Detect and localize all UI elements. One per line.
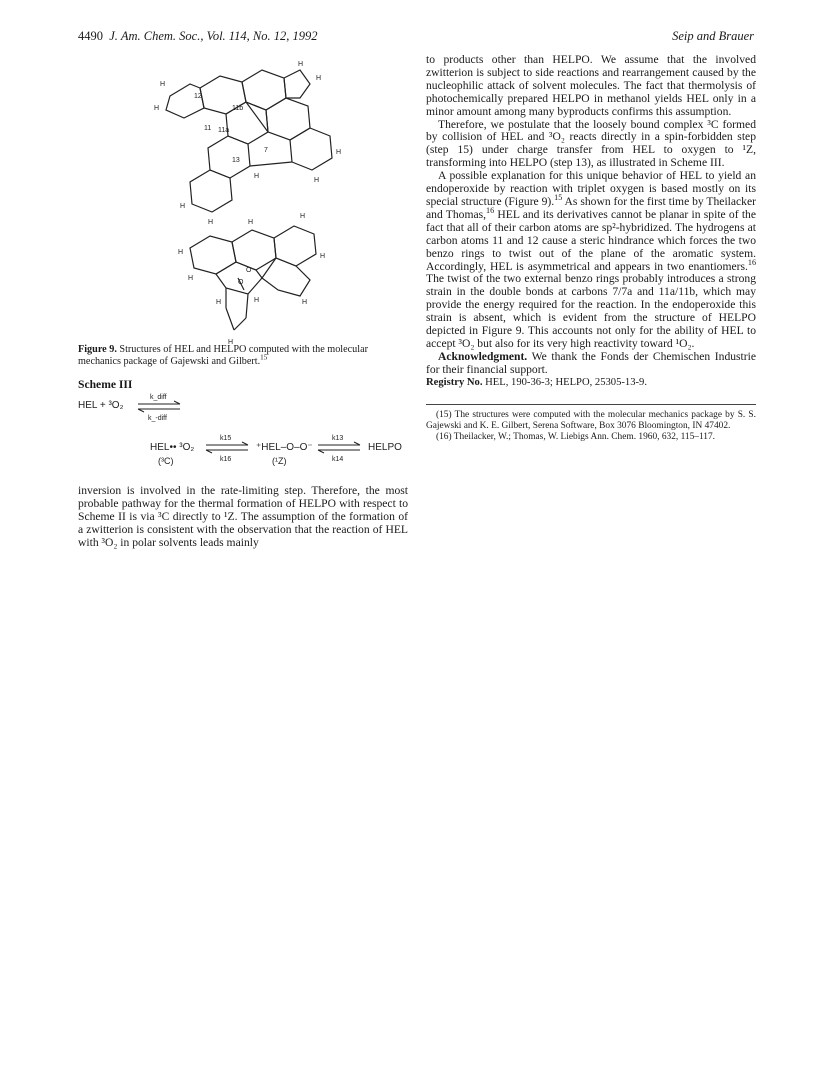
h-label: H: [188, 275, 194, 282]
h-label: H: [302, 299, 308, 306]
h-label: H: [248, 219, 254, 226]
label-12: 12: [194, 93, 202, 100]
oxygen-label: O: [238, 279, 244, 286]
figure-caption-text: Structures of HEL and HELPO computed with the molecular mechanics package of Gajewski and Gilbert.: [78, 344, 369, 367]
k14-label: k14: [332, 456, 344, 463]
equilibrium-arrow-2: [206, 442, 248, 453]
footnote-rule: [426, 404, 756, 405]
k-diff-label: k_diff: [150, 394, 167, 401]
acknowledgment: [426, 351, 756, 377]
h-label: H: [254, 173, 260, 180]
label-11b: 11b: [232, 105, 244, 112]
footnote-16: (16) Theilacker, W.; Thomas, W. Liebigs Ann. Chem. 1960, 632, 115–117.: [436, 432, 716, 442]
figure-caption: [78, 344, 408, 368]
scheme-title: Scheme III: [78, 378, 133, 391]
h-label: H: [216, 299, 222, 306]
right-paragraph-2: Therefore, we postulate that the loosely bound complex ³C formed by collision of HEL and ³O₂ reacts directly in a spin-forbidden step (step 15) under charge transfer from HEL to oxygen to ¹Z, transforming into HELPO (step 13), as illustrated in Scheme III.: [426, 117, 756, 170]
figure-label: Figure 9.: [78, 344, 117, 355]
scheme-species-3c: HEL•• ³O₂: [150, 442, 195, 453]
h-label: H: [160, 81, 166, 88]
caption-ref: 15: [260, 353, 268, 362]
running-header: [78, 29, 754, 49]
h-label: H: [154, 105, 160, 112]
equilibrium-arrow-1: [138, 401, 180, 412]
h-label: H: [316, 75, 322, 82]
scheme-label-1z: (¹Z): [272, 456, 287, 466]
h-label: H: [180, 203, 186, 210]
k16-label: k16: [220, 456, 232, 463]
h-label: H: [208, 219, 214, 226]
helpo-labels: [178, 213, 325, 346]
h-label: H: [320, 253, 326, 260]
footnote-15: (15) The structures were computed with the molecular mechanics package by S. S. Gajewski and K. E. Gilbert, Serena Software, Box 3076 Bloomington, IN 47402.: [426, 410, 756, 431]
reg-text: HEL, 190-36-3; HELPO, 25305-13-9.: [482, 376, 647, 388]
ref-16b: 16: [747, 257, 756, 267]
footnotes: [426, 410, 756, 443]
ack-text: We thank the Fonds der Chemischen Industrie for their financial support.: [426, 349, 756, 376]
header-authors: Seip and Brauer: [672, 29, 754, 43]
label-13: 13: [232, 157, 240, 164]
ack-label: Acknowledgment.: [438, 349, 528, 363]
left-column: [78, 485, 408, 550]
h-label: H: [178, 249, 184, 256]
journal-citation: J. Am. Chem. Soc., Vol. 114, No. 12, 1992: [109, 29, 318, 43]
k-minus-diff-label: k_-diff: [148, 415, 167, 422]
figure-9-structures: [150, 58, 350, 348]
h-label: H: [336, 149, 342, 156]
page-number: 4490: [78, 29, 103, 43]
label-11: 11: [204, 125, 212, 132]
oxygen-label: O: [246, 267, 252, 274]
h-label: H: [298, 61, 304, 68]
ref-15: 15: [554, 193, 563, 203]
scheme-species-1z: ⁺HEL–O–O⁻: [256, 442, 313, 453]
h-label: H: [228, 339, 234, 346]
left-paragraph: inversion is involved in the rate-limiting step. Therefore, the most probable pathway for the thermal formation of HELPO with respect to Scheme II is via ³C directly to ¹Z. The assumption of the formation of a zwitterion is consistent with the observation that the reaction of HEL with ³O₂ in polar solvents leads mainly: [78, 484, 408, 549]
helpo-structure: [190, 226, 316, 330]
label-11a: 11a: [218, 127, 230, 134]
ref-16: 16: [486, 206, 495, 216]
right-paragraph-1: to products other than HELPO. We assume that the involved zwitterion is subject to side reactions and rearrangement caused by the nucleophilic attack of solvent molecules. The fact that thermolysis of photochemically prepared HELPO in methanol yields HEL only in a minor amount among many byproducts confirms this assumption.: [426, 53, 756, 118]
equilibrium-arrow-3: [318, 442, 360, 453]
h-label: H: [300, 213, 306, 220]
right-paragraph-3: A possible explanation for this unique behavior of HEL to yield an endoperoxide by reaction with triplet oxygen is based mostly on its special structure (Figure 9).$^{15}$ As shown for the first time by Theilacker and Thomas,$^{16}$ HEL and its derivatives cannot be planar in spite of the fact that all of their carbon atoms are sp²-hybridized. The hydrogens at carbon atoms 11 and 12 cause a steric hindrance which forces the two benzo rings to twist out of the plane of the aromatic system. Accordingly, HEL is asymmetrical and appears in two enantiomers.$^{16}$ The twist of the two external benzo rings probably introduces a strong strain in the double bonds at carbons 7/7a and 11a/11b, which may provide the energy required for the reaction. In the endoperoxide this strain is absent, which is evident from the structure of HELPO depicted in Figure 9. This accounts not only for the ability of HEL to accept ³O₂ but also for its very high reactivity toward ¹O₂.: [426, 169, 756, 350]
k15-label: k15: [220, 435, 232, 442]
reg-label: Registry No.: [426, 376, 483, 388]
scheme-product: HELPO: [368, 442, 402, 453]
scheme-iii: [78, 392, 418, 478]
right-column: [426, 54, 756, 390]
h-label: H: [314, 177, 320, 184]
label-7: 7: [264, 147, 268, 154]
hel-structure: [166, 70, 332, 212]
h-label: H: [254, 297, 260, 304]
header-left: [78, 29, 317, 44]
scheme-label-3c: (³C): [158, 456, 174, 466]
registry: [426, 377, 756, 390]
scheme-reactants: HEL + ³O₂: [78, 400, 124, 411]
k13-label: k13: [332, 435, 344, 442]
